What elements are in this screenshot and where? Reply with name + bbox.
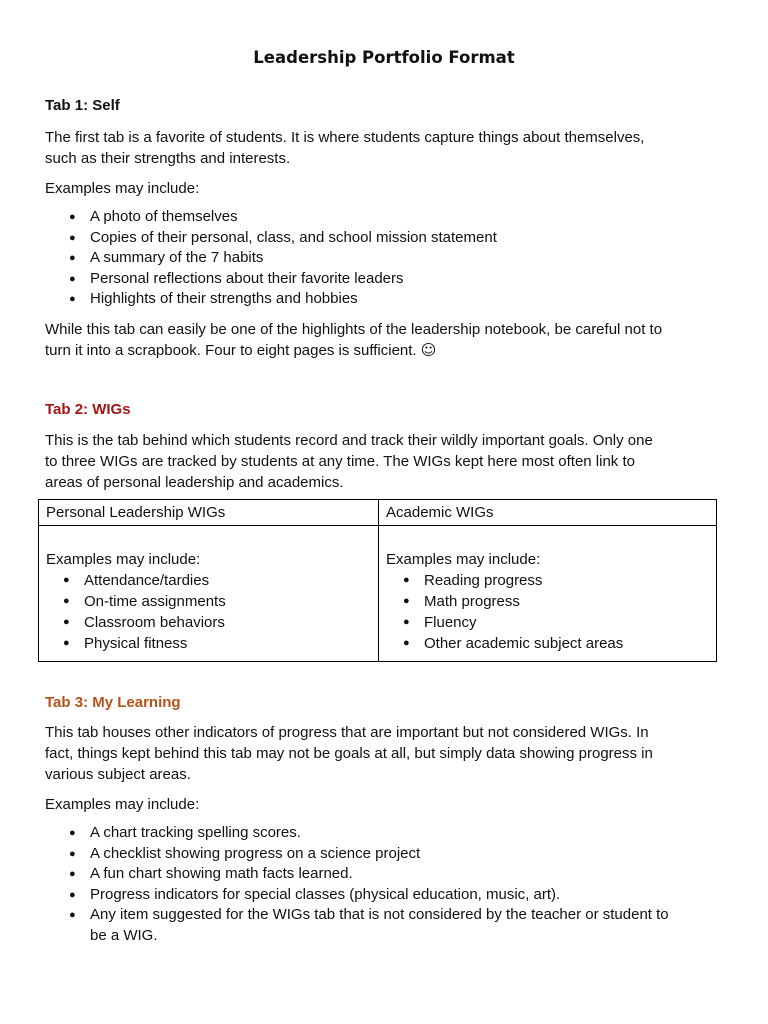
page-title: Leadership Portfolio Format bbox=[253, 48, 515, 67]
list-item: ● A summary of the 7 habits bbox=[45, 248, 497, 269]
tab1-intro bbox=[45, 127, 735, 169]
list-item: ● Math progress bbox=[386, 591, 709, 612]
smiley-icon: ☺ bbox=[420, 341, 437, 359]
tab2-intro-line1: This is the tab behind which students record and track their wildly important goals. Only one bbox=[45, 432, 653, 449]
tab1-note bbox=[45, 319, 735, 361]
tab2-intro-line2: to three WIGs are tracked by students at any time. The WIGs kept here most often link to bbox=[45, 453, 635, 470]
tab1-note-line2 bbox=[45, 340, 735, 361]
table-cell-personal bbox=[39, 526, 379, 662]
tab1-intro-line2: such as their strengths and interests. bbox=[45, 150, 291, 167]
academic-wigs-list bbox=[386, 570, 709, 654]
tab2-intro bbox=[45, 430, 735, 493]
list-item: ● A fun chart showing math facts learned. bbox=[45, 864, 669, 885]
tab3-examples-label: Examples may include: bbox=[45, 796, 200, 813]
tab3-intro bbox=[45, 722, 735, 785]
tab1-note-line1: While this tab can easily be one of the highlights of the leadership notebook, be careful not to bbox=[45, 321, 663, 338]
list-item: ● Other academic subject areas bbox=[386, 633, 709, 654]
tab1-note-text: turn it into a scrapbook. Four to eight pages is sufficient. bbox=[45, 342, 417, 359]
tab3-intro-line1: This tab houses other indicators of progress that are important but not considered WIGs. In bbox=[45, 724, 649, 741]
personal-wigs-list bbox=[46, 570, 371, 654]
tab1-intro-line1: The first tab is a favorite of students. It is where students capture things about themselves, bbox=[45, 129, 645, 146]
table-header-personal: Personal Leadership WIGs bbox=[39, 500, 379, 526]
table-cell-label: Examples may include: bbox=[386, 551, 541, 568]
list-item: ● Attendance/tardies bbox=[46, 570, 371, 591]
list-item: ● Reading progress bbox=[386, 570, 709, 591]
list-item: ● Fluency bbox=[386, 612, 709, 633]
tab3-intro-line2: fact, things kept behind this tab may not be goals at all, but simply data showing progress in bbox=[45, 745, 653, 762]
tab2-heading: Tab 2: WIGs bbox=[45, 401, 131, 418]
list-item: ● On-time assignments bbox=[46, 591, 371, 612]
list-item: ● Highlights of their strengths and hobbies bbox=[45, 289, 497, 310]
list-item bbox=[45, 905, 669, 946]
tab3-list bbox=[45, 823, 669, 946]
table-cell-academic bbox=[379, 526, 717, 662]
list-item: ● Physical fitness bbox=[46, 633, 371, 654]
tab2-intro-line3: areas of personal leadership and academics. bbox=[45, 474, 344, 491]
wigs-table bbox=[38, 499, 717, 662]
tab3-intro-line3: various subject areas. bbox=[45, 766, 191, 783]
list-item: ● Copies of their personal, class, and school mission statement bbox=[45, 228, 497, 249]
table-cell-label: Examples may include: bbox=[46, 551, 201, 568]
list-item: ● A photo of themselves bbox=[45, 207, 497, 228]
list-item: ● Progress indicators for special classes (physical education, music, art). bbox=[45, 885, 669, 906]
list-item: ● A chart tracking spelling scores. bbox=[45, 823, 669, 844]
list-item-line1: ● Any item suggested for the WIGs tab that is not considered by the teacher or student to bbox=[90, 906, 669, 923]
tab1-list bbox=[45, 207, 497, 310]
tab1-examples-label: Examples may include: bbox=[45, 180, 200, 197]
tab1-heading: Tab 1: Self bbox=[45, 97, 120, 114]
list-item: ● Personal reflections about their favorite leaders bbox=[45, 269, 497, 290]
tab3-heading: Tab 3: My Learning bbox=[45, 694, 181, 711]
list-item: ● Classroom behaviors bbox=[46, 612, 371, 633]
list-item-line2: be a WIG. bbox=[90, 926, 158, 944]
table-header-academic: Academic WIGs bbox=[379, 500, 717, 526]
list-item: ● A checklist showing progress on a science project bbox=[45, 844, 669, 865]
